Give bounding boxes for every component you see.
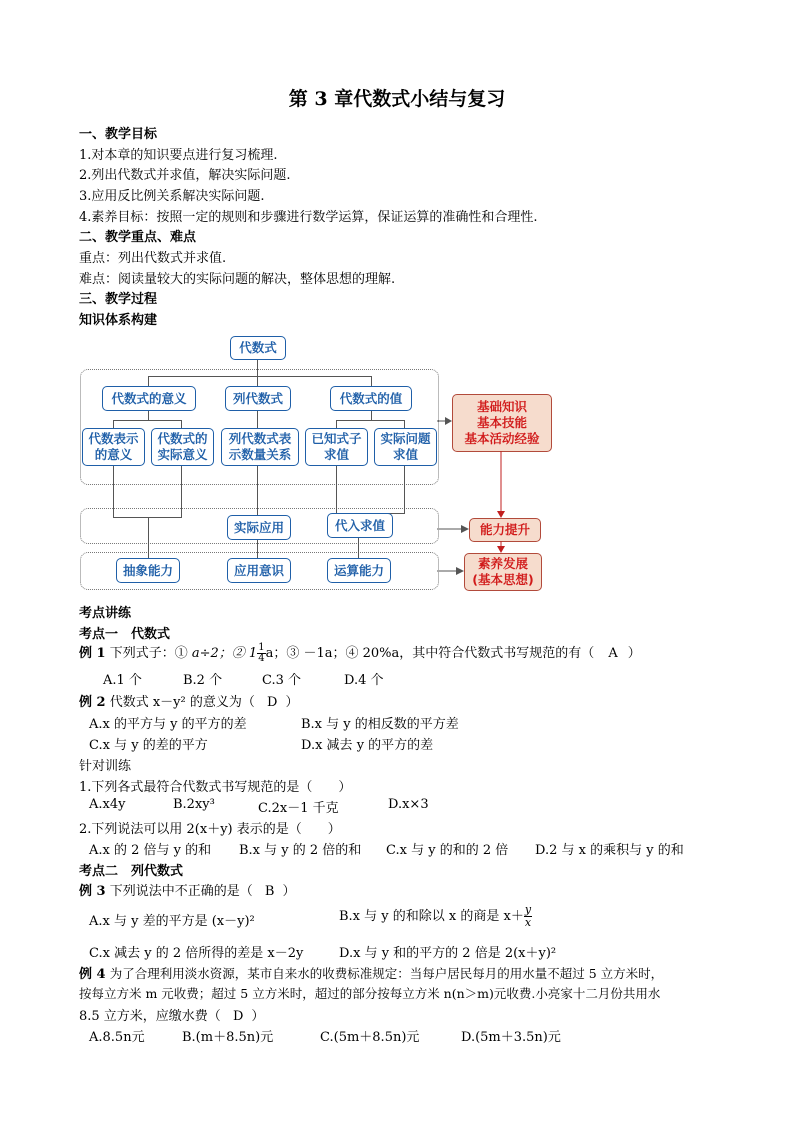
node-abstract-ability: 抽象能力 bbox=[116, 558, 180, 583]
fraction-y-over-x: $\frac{y}{x}$ bbox=[524, 903, 532, 929]
example-3: 例 3 下列说法中不正确的是（ B ） bbox=[79, 884, 296, 899]
option: A.1 个 bbox=[103, 673, 142, 688]
goal-item: 4.素养目标：按照一定的规则和步骤进行数学运算，保证运算的准确性和合理性. bbox=[79, 210, 538, 225]
node-operation-ability: 运算能力 bbox=[327, 558, 391, 583]
option: A.8.5n元 bbox=[89, 1030, 145, 1045]
option: A.x 的平方与 y 的平方的差 bbox=[89, 717, 247, 732]
node-meaning: 代数式的意义 bbox=[102, 386, 196, 411]
answer: D bbox=[232, 1009, 244, 1024]
option: D.2 与 x 的乘积与 y 的和 bbox=[535, 843, 684, 858]
node-literacy-development: 素养发展 (基本思想) bbox=[464, 553, 542, 591]
option: A.x 与 y 差的平方是 (x－y)² bbox=[89, 914, 255, 929]
section-heading-goals: 一、教学目标 bbox=[79, 127, 158, 142]
node-known-expression: 已知式子 求值 bbox=[305, 428, 368, 466]
option: B.x 与 y 的 2 倍的和 bbox=[239, 843, 362, 858]
option: D.(5m＋3.5n)元 bbox=[461, 1030, 561, 1045]
answer: D bbox=[267, 695, 278, 710]
option: B.x 与 y 的和除以 x 的商是 x＋ $\frac{y}{x}$ bbox=[339, 903, 532, 929]
node-quantity-relation: 列代数式表 示数量关系 bbox=[221, 428, 299, 466]
option: C.3 个 bbox=[262, 673, 302, 688]
option: B.2 个 bbox=[183, 673, 223, 688]
example-2: 例 2 代数式 x－y² 的意义为（ D ） bbox=[79, 695, 299, 710]
section-heading-key-points: 二、教学重点、难点 bbox=[79, 230, 197, 245]
option: C.x 与 y 的和的 2 倍 bbox=[386, 843, 509, 858]
example-label: 例 2 bbox=[79, 695, 106, 710]
option: C.2x－1 千克 bbox=[258, 801, 339, 816]
example-1: 例 1 下列式子：① a÷2；② 1 $\frac{1}{4}$ a；③ －1a；④ 20%a，其中符合代数式书写规范的有（ A ） bbox=[79, 642, 641, 664]
page-title: 第 3 章代数式小结与复习 bbox=[288, 88, 506, 110]
example-4-line2: 按每立方米 m 元收费；超过 5 立方米时，超过的部分按每立方米 n(n＞m)元收费.小亮家十二月份共用水 bbox=[79, 986, 661, 1001]
node-value: 代数式的值 bbox=[330, 386, 412, 411]
practice-q1: 1.下列各式最符合代数式书写规范的是（ ） bbox=[79, 780, 352, 795]
example-4-line3: 8.5 立方米，应缴水费（ D ） bbox=[79, 1009, 265, 1024]
key-point: 重点：列出代数式并求值. bbox=[79, 251, 227, 266]
option: D.x×3 bbox=[388, 797, 429, 812]
example-4: 例 4 为了合理利用淡水资源，某市自来水的收费标准规定：当每户居民每月的用水量不超过 5 立方米时， bbox=[79, 966, 664, 982]
goal-item: 1.对本章的知识要点进行复习梳理. bbox=[79, 148, 278, 163]
option: C.x 减去 y 的 2 倍所得的差是 x－2y bbox=[89, 946, 304, 961]
node-algebraic-expression: 代数式 bbox=[230, 336, 286, 360]
node-basics: 基础知识 基本技能 基本活动经验 bbox=[452, 394, 552, 452]
fraction-one-quarter: $\frac{1}{4}$ bbox=[258, 642, 265, 664]
node-representation-meaning: 代数表示 的意义 bbox=[82, 428, 145, 466]
answer: B bbox=[264, 884, 275, 899]
difficult-point: 难点：阅读量较大的实际问题的解决，整体思想的理解. bbox=[79, 272, 396, 287]
example-label: 例 4 bbox=[79, 967, 106, 982]
section-heading-process: 三、教学过程 bbox=[79, 292, 158, 307]
option: A.x4y bbox=[89, 797, 126, 812]
point1-heading: 考点一 代数式 bbox=[79, 627, 171, 642]
option: C.x 与 y 的差的平方 bbox=[89, 738, 208, 753]
option: B.x 与 y 的相反数的平方差 bbox=[301, 717, 459, 732]
node-application-awareness: 应用意识 bbox=[227, 558, 291, 583]
goal-item: 3.应用反比例关系解决实际问题. bbox=[79, 189, 265, 204]
training-heading: 考点讲练 bbox=[79, 606, 132, 621]
option: D.x 减去 y 的平方的差 bbox=[301, 738, 434, 753]
node-practical-problem: 实际问题 求值 bbox=[374, 428, 437, 466]
subheading-knowledge-system: 知识体系构建 bbox=[79, 313, 158, 328]
option: C.(5m＋8.5n)元 bbox=[320, 1030, 420, 1045]
example-label: 例 1 bbox=[79, 646, 106, 661]
node-ability-improvement: 能力提升 bbox=[469, 518, 541, 542]
option: D.4 个 bbox=[344, 673, 384, 688]
answer: A bbox=[608, 646, 618, 661]
example-label: 例 3 bbox=[79, 884, 106, 899]
option: B.(m＋8.5n)元 bbox=[182, 1030, 274, 1045]
practice-heading: 针对训练 bbox=[79, 759, 132, 774]
node-list-expression: 列代数式 bbox=[225, 386, 291, 411]
option: A.x 的 2 倍与 y 的和 bbox=[89, 843, 212, 858]
option: B.2xy³ bbox=[173, 797, 215, 812]
practice-q2: 2.下列说法可以用 2(x＋y) 表示的是（ ） bbox=[79, 822, 341, 837]
option: D.x 与 y 和的平方的 2 倍是 2(x＋y)² bbox=[339, 946, 557, 961]
goal-item: 2.列出代数式并求值，解决实际问题. bbox=[79, 168, 291, 183]
point2-heading: 考点二 列代数式 bbox=[79, 864, 184, 879]
node-substitute: 代入求值 bbox=[327, 513, 393, 538]
node-application: 实际应用 bbox=[227, 515, 291, 540]
node-actual-meaning: 代数式的 实际意义 bbox=[151, 428, 214, 466]
